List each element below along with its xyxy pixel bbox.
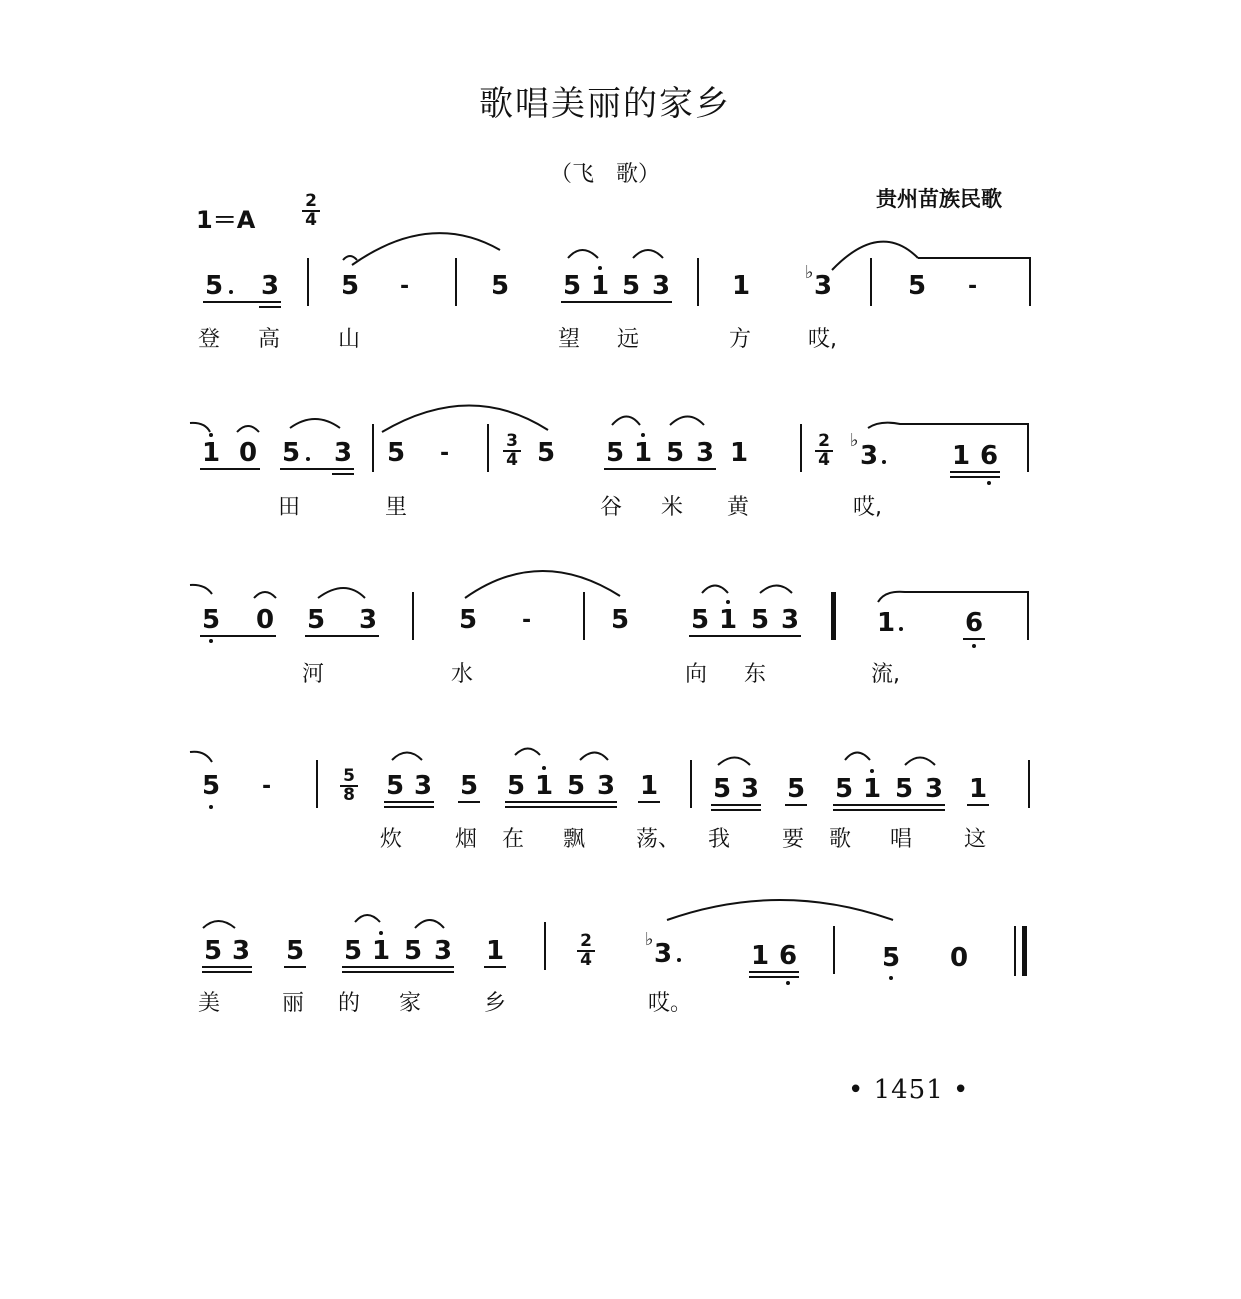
ts-denominator: 4 — [305, 210, 317, 230]
ts-denominator: 4 — [506, 450, 518, 470]
underline — [749, 971, 799, 973]
note: 5 — [712, 774, 732, 804]
lyric: 哎, — [853, 495, 882, 520]
barline — [455, 258, 457, 306]
augmentation-dot — [229, 290, 233, 294]
barline — [831, 592, 836, 640]
ts-numerator: 5 — [340, 768, 358, 787]
underline — [711, 809, 761, 811]
underline — [202, 966, 252, 968]
note: 0 — [238, 438, 258, 468]
note: 5 — [562, 271, 582, 301]
note: 5 — [340, 271, 360, 301]
lyric: 田 — [278, 495, 301, 520]
octave-dot — [726, 600, 730, 604]
page-number: • 1451 • — [848, 1075, 970, 1105]
note: 5 — [458, 605, 478, 635]
lower-octave-dot — [209, 639, 213, 643]
final-barline-thick — [1022, 926, 1027, 976]
note: 5 — [201, 771, 221, 801]
note: 5 — [690, 605, 710, 635]
note: 1 — [862, 774, 882, 804]
note: 3 — [780, 605, 800, 635]
underline — [280, 468, 354, 470]
note: 3 — [596, 771, 616, 801]
underline — [561, 301, 672, 303]
lyric: 炊 — [380, 827, 403, 852]
ts-denominator: 4 — [818, 450, 830, 470]
final-barline-thin — [1014, 926, 1016, 976]
underline — [342, 966, 454, 968]
note: 5 — [566, 771, 586, 801]
note: 5 — [306, 605, 326, 635]
augmentation-dot — [899, 627, 903, 631]
lyric: 远 — [617, 327, 640, 352]
underline — [384, 806, 434, 808]
lyric: 在 — [502, 827, 525, 852]
note: 5 — [490, 271, 510, 301]
lower-octave-dot — [209, 805, 213, 809]
dash: - — [440, 441, 450, 466]
lyric: 流, — [871, 662, 900, 687]
lyric: 要 — [782, 827, 805, 852]
note: 1 — [731, 271, 751, 301]
flat-sign: ♭ — [645, 929, 654, 950]
octave-dot — [870, 769, 874, 773]
underline — [342, 971, 454, 973]
note: 1 — [590, 271, 610, 301]
barline — [372, 424, 374, 472]
lyric: 里 — [385, 495, 408, 520]
note: 5 — [881, 943, 901, 973]
lyric: 河 — [302, 662, 325, 687]
slur — [845, 753, 870, 761]
underline — [305, 635, 379, 637]
lyric: 烟 — [455, 827, 478, 852]
note: 1 — [718, 605, 738, 635]
note: 3 — [859, 441, 879, 471]
lyric: 登 — [198, 327, 221, 352]
underline — [950, 476, 1000, 478]
octave-dot — [379, 931, 383, 935]
slur — [392, 753, 422, 761]
barline — [544, 922, 546, 970]
note: 6 — [964, 608, 984, 638]
note: 5 — [343, 936, 363, 966]
lyric: 荡、 — [636, 827, 681, 852]
underline — [604, 468, 716, 470]
slur — [580, 753, 608, 761]
note: 5 — [605, 438, 625, 468]
note: 5 — [204, 271, 224, 301]
dash: - — [262, 774, 272, 799]
tie-continuation — [190, 423, 210, 432]
underline — [785, 804, 807, 806]
augmentation-dot — [306, 457, 310, 461]
underline — [638, 801, 660, 803]
note: 5 — [750, 605, 770, 635]
note: 1 — [534, 771, 554, 801]
underline — [711, 804, 761, 806]
ts-numerator: 2 — [815, 433, 833, 452]
lower-octave-dot — [889, 976, 893, 980]
note: 5 — [834, 774, 854, 804]
slur — [415, 920, 444, 928]
note: 0 — [949, 943, 969, 973]
lyric: 谷 — [600, 495, 623, 520]
note: 5 — [610, 605, 630, 635]
note: 5 — [385, 771, 405, 801]
lyric: 家 — [399, 991, 422, 1016]
ts-numerator: 2 — [302, 193, 320, 212]
note: 5 — [281, 438, 301, 468]
slur — [515, 749, 540, 756]
lyric: 米 — [661, 495, 684, 520]
note: 1 — [485, 936, 505, 966]
time-signature — [577, 933, 595, 969]
augmentation-dot — [677, 958, 681, 962]
lyric: 山 — [338, 327, 361, 352]
time-signature — [503, 433, 521, 469]
note: 5 — [665, 438, 685, 468]
lyric: 哎, — [808, 327, 837, 352]
note: 5 — [459, 771, 479, 801]
lyric: 水 — [451, 662, 474, 687]
lyric: 向 — [685, 662, 708, 687]
ts-denominator: 8 — [343, 785, 355, 805]
note: 3 — [813, 271, 833, 301]
note: 6 — [979, 441, 999, 471]
slur — [203, 921, 235, 928]
dash: - — [968, 274, 978, 299]
slur — [667, 900, 893, 920]
lyric: 我 — [708, 827, 731, 852]
note: 0 — [255, 605, 275, 635]
note: 5 — [786, 774, 806, 804]
song-title: 歌唱美丽的家乡 — [479, 84, 731, 124]
lyric: 丽 — [282, 991, 305, 1016]
underline — [689, 635, 801, 637]
barline — [307, 258, 309, 306]
note: 5 — [285, 936, 305, 966]
note: 3 — [651, 271, 671, 301]
lower-octave-dot — [786, 981, 790, 985]
note: 5 — [536, 438, 556, 468]
flat-sign: ♭ — [805, 262, 814, 283]
underline — [458, 801, 480, 803]
octave-dot — [542, 766, 546, 770]
lyric: 歌 — [829, 827, 852, 852]
augmentation-dot — [882, 460, 886, 464]
ts-denominator: 4 — [580, 950, 592, 970]
key-label: 1＝A — [196, 206, 256, 234]
note: 5 — [621, 271, 641, 301]
barline — [412, 592, 414, 640]
underline — [950, 471, 1000, 473]
barline — [487, 424, 489, 472]
note: 3 — [924, 774, 944, 804]
note: 5 — [403, 936, 423, 966]
lyric: 飘 — [563, 827, 586, 852]
note: 1 — [729, 438, 749, 468]
underline — [505, 806, 617, 808]
underline — [202, 971, 252, 973]
underline — [484, 966, 506, 968]
octave-dot — [598, 266, 602, 270]
lyric: 东 — [744, 662, 767, 687]
underline — [259, 306, 281, 308]
lyric: 哎。 — [648, 991, 693, 1016]
lower-octave-dot — [987, 481, 991, 485]
note: 5 — [201, 605, 221, 635]
underline — [749, 976, 799, 978]
note: 3 — [695, 438, 715, 468]
dash: - — [400, 274, 410, 299]
underline — [505, 801, 617, 803]
lyric: 望 — [558, 327, 581, 352]
slur — [633, 250, 663, 258]
slur — [612, 417, 640, 426]
fermata — [237, 426, 259, 432]
note: 1 — [951, 441, 971, 471]
note: 6 — [778, 941, 798, 971]
slur — [355, 915, 380, 922]
underline — [833, 804, 945, 806]
note: 5 — [203, 936, 223, 966]
barline — [316, 760, 318, 808]
slur — [718, 758, 750, 766]
note: 3 — [413, 771, 433, 801]
tie-continuation — [190, 585, 212, 594]
fermata — [254, 592, 276, 598]
lyric: 方 — [729, 327, 752, 352]
slur — [290, 419, 340, 428]
slur — [465, 571, 620, 598]
slur — [352, 233, 500, 265]
underline — [332, 473, 354, 475]
tie-extension — [878, 592, 1028, 640]
lyric: 高 — [258, 327, 281, 352]
barline — [833, 926, 835, 974]
lyric: 美 — [198, 991, 221, 1016]
slur — [382, 405, 548, 432]
time-signature — [340, 768, 358, 804]
barline — [583, 592, 585, 640]
barline — [697, 258, 699, 306]
lyric: 黄 — [727, 495, 750, 520]
note: 1 — [750, 941, 770, 971]
song-subtitle: （飞 歌） — [549, 162, 660, 187]
underline — [284, 966, 306, 968]
slur — [702, 586, 728, 594]
underline — [833, 809, 945, 811]
barline — [800, 424, 802, 472]
note: 1 — [201, 438, 221, 468]
lyric: 的 — [338, 991, 361, 1016]
slur — [670, 417, 704, 426]
note: 5 — [894, 774, 914, 804]
octave-dot — [209, 433, 213, 437]
note: 3 — [231, 936, 251, 966]
note: 3 — [333, 438, 353, 468]
underline — [967, 804, 989, 806]
slur — [905, 758, 935, 766]
underline — [200, 635, 276, 637]
barline — [1028, 760, 1030, 808]
dash: - — [522, 608, 532, 633]
tie-extension — [868, 423, 1028, 472]
slur — [832, 242, 918, 270]
lyric: 唱 — [890, 827, 913, 852]
note: 5 — [506, 771, 526, 801]
octave-dot — [641, 433, 645, 437]
slur — [318, 588, 365, 598]
note: 5 — [386, 438, 406, 468]
note: 5 — [907, 271, 927, 301]
time-signature — [815, 433, 833, 469]
lower-octave-dot — [972, 644, 976, 648]
ts-numerator: 2 — [577, 933, 595, 952]
slur — [760, 586, 792, 594]
note: 3 — [433, 936, 453, 966]
ts-numerator: 3 — [503, 433, 521, 452]
note: 3 — [740, 774, 760, 804]
slur — [568, 250, 598, 258]
note: 1 — [876, 608, 896, 638]
note: 1 — [371, 936, 391, 966]
fermata — [343, 256, 357, 260]
tie-continuation — [190, 752, 212, 762]
flat-sign: ♭ — [850, 430, 859, 451]
note: 3 — [358, 605, 378, 635]
barline — [690, 760, 692, 808]
song-attribution: 贵州苗族民歌 — [876, 187, 1002, 211]
note: 1 — [968, 774, 988, 804]
note: 3 — [653, 939, 673, 969]
lyric: 乡 — [484, 991, 507, 1016]
lyric: 这 — [964, 827, 987, 852]
note: 3 — [260, 271, 280, 301]
note: 1 — [633, 438, 653, 468]
underline — [384, 801, 434, 803]
underline — [203, 301, 281, 303]
underline — [963, 638, 985, 640]
note: 1 — [639, 771, 659, 801]
underline — [200, 468, 260, 470]
barline — [870, 258, 872, 306]
